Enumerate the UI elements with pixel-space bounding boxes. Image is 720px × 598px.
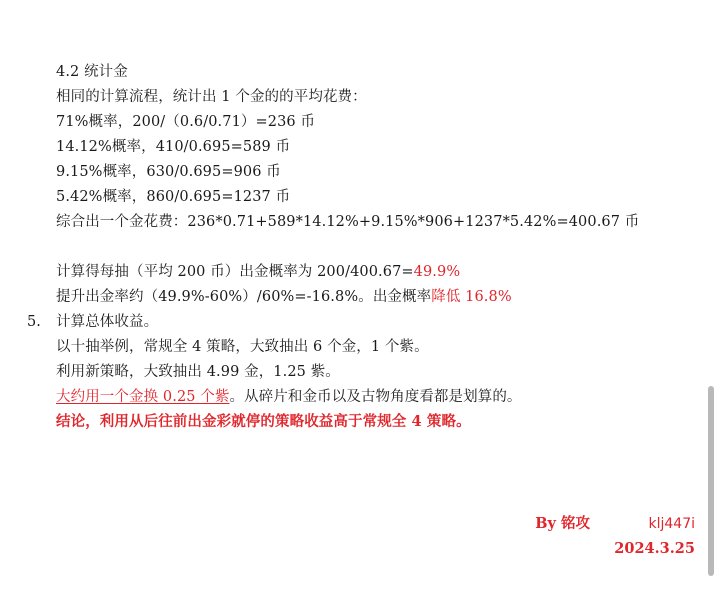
exchange-rest: 。从碎片和金币以及古物角度看都是划算的。 xyxy=(229,389,522,405)
signature-date: 2024.3.25 xyxy=(614,540,695,557)
total-cost-line: 综合出一个金花费：236*0.71+589*14.12%+9.15%*906+1237*5.42%=400.67 币 xyxy=(56,214,640,230)
improve-line xyxy=(56,287,512,307)
signature-by: By 铭攻 xyxy=(535,515,590,532)
exchange-line xyxy=(56,387,522,407)
new-strategy-line: 利用新策略，大致抽出 4.99 金，1.25 紫。 xyxy=(56,364,340,380)
prob-line-71: 71%概率，200/（0.6/0.71）=236 币 xyxy=(56,114,316,130)
rate-line xyxy=(56,262,460,282)
conclusion-line: 结论，利用从后往前出金彩就停的策略收益高于常规全 4 策略。 xyxy=(56,413,471,430)
improve-text: 提升出金率约（49.9%-60%）/60%=-16.8%。出金概率 xyxy=(56,289,432,305)
improve-value: 降低 16.8% xyxy=(431,289,512,305)
prob-line-1412: 14.12%概率，410/0.695=589 币 xyxy=(56,139,291,155)
prob-line-542: 5.42%概率，860/0.695=1237 币 xyxy=(56,189,291,205)
item5-title: 计算总体收益。 xyxy=(56,314,159,330)
section-title: 4.2 统计金 xyxy=(56,64,128,80)
prob-line-915: 9.15%概率，630/0.695=906 币 xyxy=(56,164,281,180)
signature-handle: klj447i xyxy=(648,516,695,532)
intro-line: 相同的计算流程，统计出 1 个金的的平均花费： xyxy=(56,89,367,105)
scrollbar-thumb[interactable] xyxy=(708,386,714,576)
item-number-5: 5. xyxy=(27,314,41,330)
exchange-highlight: 大约用一个金换 0.25 个紫 xyxy=(56,389,230,405)
rate-value: 49.9% xyxy=(413,264,461,280)
ten-pull-line: 以十抽举例，常规全 4 策略，大致抽出 6 个金，1 个紫。 xyxy=(56,339,429,355)
rate-text: 计算得每抽（平均 200 币）出金概率为 200/400.67= xyxy=(56,264,414,280)
